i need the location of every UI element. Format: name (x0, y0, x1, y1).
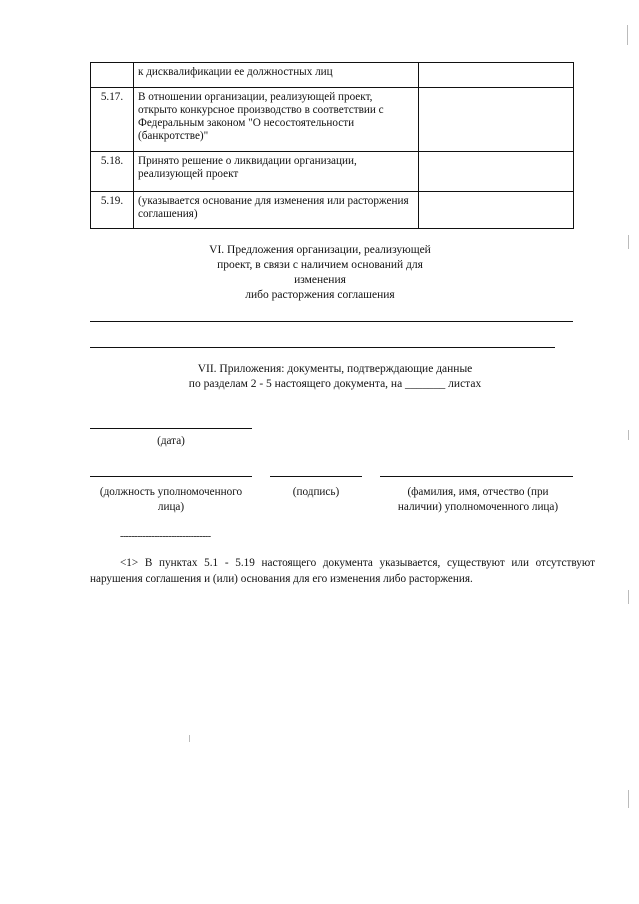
section-6-line: проект, в связи с наличием оснований для изменения (217, 259, 423, 286)
date-line (90, 428, 252, 429)
section-7-heading (140, 362, 530, 392)
scan-mark (628, 430, 629, 440)
table-row (91, 88, 574, 152)
row-value (419, 88, 574, 152)
section-6-line: либо расторжения соглашения (245, 289, 395, 301)
row-number: 5.17. (91, 88, 134, 152)
table-row (91, 192, 574, 229)
row-number (91, 63, 134, 88)
name-label-line: наличии) уполномоченного лица) (397, 501, 559, 513)
row-value (419, 63, 574, 88)
scan-mark (628, 235, 629, 249)
section-7-line: VII. Приложения: документы, подтверждающие данные (197, 363, 473, 375)
footnote-text: <1> В пунктах 5.1 - 5.19 настоящего документа указывается, существуют или отсутствуют нарушения соглашения и (или) основания для его изменения либо расторжения. (90, 557, 595, 585)
row-text: (указывается основание для изменения или расторжения соглашения) (134, 192, 419, 229)
footnote-separator: -------------------------------- (120, 531, 211, 542)
row-number: 5.18. (91, 152, 134, 192)
row-text: В отношении организации, реализующей проект, открыто конкурсное производство в соответствии с Федеральным законом "О несостоятельности (банкротстве)" (134, 88, 419, 152)
scan-mark (628, 590, 629, 604)
row-text: к дисквалификации ее должностных лиц (134, 63, 419, 88)
section-6-line: VI. Предложения организации, реализующей (209, 244, 431, 256)
name-label-line: (фамилия, имя, отчество (при (407, 486, 549, 498)
scan-speck (189, 735, 190, 742)
position-label-line: (должность уполномоченного (99, 486, 243, 498)
row-value (419, 152, 574, 192)
section-7-line: по разделам 2 - 5 настоящего документа, на _______ листах (188, 378, 482, 390)
table-row (91, 63, 574, 88)
name-line (380, 476, 573, 477)
row-text: Принято решение о ликвидации организации, реализующей проект (134, 152, 419, 192)
name-label (378, 485, 578, 515)
scan-mark (628, 790, 629, 808)
position-line (90, 476, 252, 477)
proposal-line (90, 347, 555, 348)
section-6-heading (190, 243, 450, 303)
conditions-table (90, 62, 574, 229)
scan-mark (627, 25, 628, 45)
signature-label: (подпись) (292, 486, 340, 498)
position-label-line: лица) (157, 501, 185, 513)
date-label: (дата) (157, 435, 185, 447)
proposal-line (90, 321, 573, 322)
row-value (419, 192, 574, 229)
position-label (88, 485, 254, 515)
signature-line (270, 476, 362, 477)
table-row (91, 152, 574, 192)
row-number: 5.19. (91, 192, 134, 229)
